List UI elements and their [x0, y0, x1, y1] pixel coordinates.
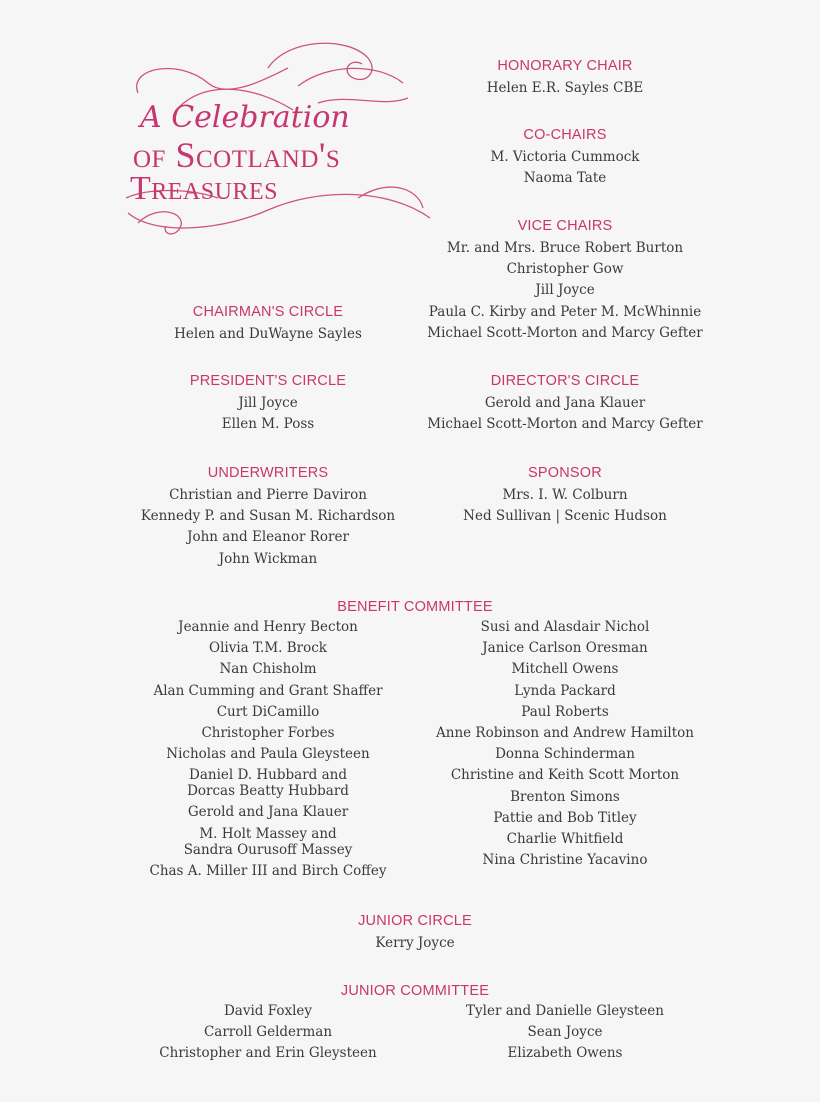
co-chairs-section — [420, 126, 710, 189]
list-item: Christopher Gow — [506, 261, 624, 278]
junior-circle-section — [260, 912, 570, 954]
chairmans-circle-section — [128, 303, 408, 345]
logo-line-2: of Scotland's — [133, 135, 341, 175]
section-heading: UNDERWRITERS — [207, 465, 329, 481]
section-heading: SPONSOR — [528, 465, 602, 481]
list-item: Ned Sullivan | Scenic Hudson — [463, 508, 667, 525]
section-heading: JUNIOR COMMITTEE — [340, 983, 490, 999]
list-item: Alan Cumming and Grant Shaffer — [153, 682, 383, 699]
list-item: Curt DiCamillo — [216, 703, 320, 720]
list-item: Kennedy P. and Susan M. Richardson — [140, 508, 396, 525]
list-item: Mr. and Mrs. Bruce Robert Burton — [446, 240, 684, 256]
sponsor-section — [420, 464, 710, 527]
list-item: Kerry Joyce — [375, 935, 455, 951]
list-item: Susi and Alasdair Nichol — [480, 619, 650, 635]
list-item: Charlie Whitfield — [506, 831, 624, 848]
list-item: M. Holt Massey and Sandra Ourusoff Massey — [183, 825, 353, 858]
list-item: Daniel D. Hubbard and Dorcas Beatty Hubbard — [187, 767, 349, 800]
list-item: Lynda Packard — [514, 682, 616, 699]
list-item: David Foxley — [223, 1003, 313, 1019]
list-item: Sean Joyce — [527, 1024, 603, 1041]
list-item: Mrs. I. W. Colburn — [502, 487, 628, 503]
list-item: Christine and Keith Scott Morton — [450, 767, 680, 784]
list-item: Mitchell Owens — [511, 661, 619, 678]
underwriters-section — [128, 464, 408, 570]
list-item: Christopher Forbes — [201, 725, 335, 742]
list-item: Elizabeth Owens — [507, 1045, 623, 1062]
event-logo — [118, 38, 438, 248]
list-item: Janice Carlson Oresman — [482, 640, 648, 657]
list-item: Chas A. Miller III and Birch Coffey — [149, 862, 387, 879]
list-item: Nan Chisholm — [219, 661, 317, 678]
list-item: Pattie and Bob Titley — [493, 809, 637, 826]
list-item: Christian and Pierre Daviron — [169, 487, 367, 503]
directors-circle-section — [420, 372, 710, 435]
section-heading: HONORARY CHAIR — [497, 58, 633, 74]
list-item: Brenton Simons — [510, 788, 620, 805]
list-item: Naoma Tate — [523, 170, 607, 187]
junior-committee-right-column — [420, 1001, 710, 1065]
list-item: Christopher and Erin Gleysteen — [159, 1045, 377, 1062]
list-item: Michael Scott-Morton and Marcy Gefter — [427, 324, 703, 341]
presidents-circle-section — [128, 372, 408, 435]
list-item: Tyler and Danielle Gleysteen — [466, 1003, 664, 1019]
section-heading: PRESIDENT'S CIRCLE — [189, 373, 347, 389]
section-heading: DIRECTOR'S CIRCLE — [490, 373, 640, 389]
list-item: Paul Roberts — [521, 703, 609, 720]
list-item: Gerold and Jana Klauer — [484, 395, 646, 411]
list-item: Gerold and Jana Klauer — [187, 804, 349, 821]
benefit-committee-heading-wrap — [260, 598, 570, 619]
list-item: Helen and DuWayne Sayles — [174, 326, 362, 342]
list-item: John and Eleanor Rorer — [187, 529, 349, 546]
section-heading: VICE CHAIRS — [517, 218, 613, 234]
benefit-committee-left-column — [128, 617, 408, 882]
logo-line-3: Treasures — [130, 170, 278, 207]
list-item: Jill Joyce — [535, 282, 595, 299]
honorary-chair-section — [420, 57, 710, 99]
section-heading: CO-CHAIRS — [523, 127, 607, 143]
list-item: Donna Schinderman — [495, 746, 635, 763]
vice-chairs-section — [420, 217, 710, 344]
list-item: Nina Christine Yacavino — [482, 852, 648, 869]
list-item: John Wickman — [218, 550, 318, 567]
logo-line-1: A Celebration — [140, 100, 350, 135]
list-item: Michael Scott-Morton and Marcy Gefter — [427, 416, 703, 433]
list-item: Olivia T.M. Brock — [209, 640, 327, 657]
list-item: M. Victoria Cummock — [490, 149, 640, 165]
section-heading: CHAIRMAN'S CIRCLE — [192, 304, 344, 320]
list-item: Jill Joyce — [238, 395, 298, 411]
section-heading: BENEFIT COMMITTEE — [337, 599, 493, 615]
list-item: Helen E.R. Sayles CBE — [486, 80, 644, 96]
list-item: Ellen M. Poss — [221, 416, 315, 433]
benefit-committee-right-column — [420, 617, 710, 871]
junior-committee-heading-wrap — [260, 982, 570, 1003]
list-item: Carroll Gelderman — [203, 1024, 333, 1041]
list-item: Jeannie and Henry Becton — [178, 619, 358, 635]
list-item: Anne Robinson and Andrew Hamilton — [436, 725, 694, 742]
list-item: Nicholas and Paula Gleysteen — [166, 746, 370, 763]
junior-committee-left-column — [128, 1001, 408, 1065]
section-heading: JUNIOR CIRCLE — [358, 913, 472, 929]
list-item: Paula C. Kirby and Peter M. McWhinnie — [428, 303, 702, 320]
